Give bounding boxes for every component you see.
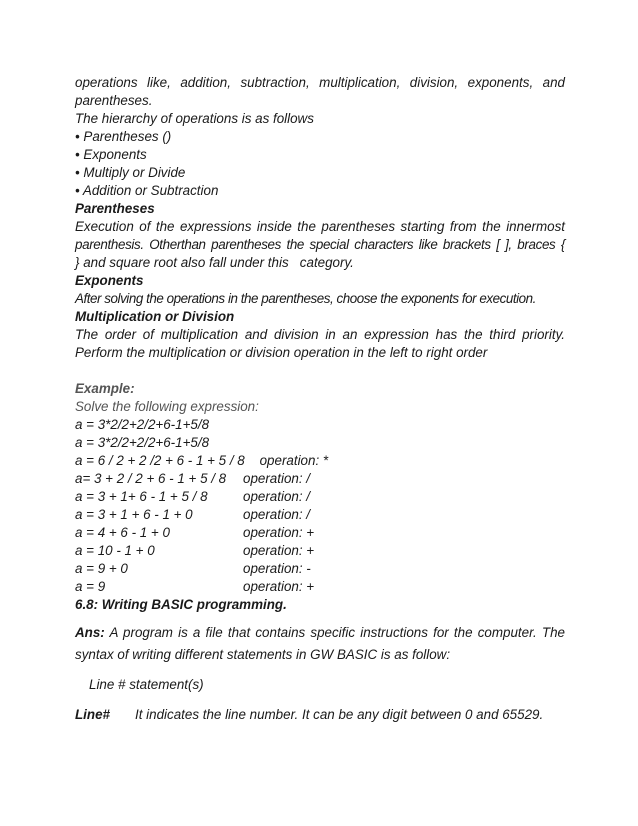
step-operation: operation: / xyxy=(243,507,310,522)
example-step xyxy=(75,506,565,524)
example-step xyxy=(75,470,565,488)
document-page xyxy=(75,74,565,726)
bullet-item: • Addition or Subtraction xyxy=(75,183,219,198)
line-number-definition xyxy=(75,704,565,726)
parentheses-line-1: Execution of the expressions inside the parentheses starting from the innermost xyxy=(75,219,565,234)
syntax-line: Line # statement(s) xyxy=(89,677,204,692)
bullet-item: • Exponents xyxy=(75,147,147,162)
example-step xyxy=(75,524,565,542)
basic-heading: 6.8: Writing BASIC programming. xyxy=(75,597,287,612)
step-expression: a = 9 xyxy=(75,579,106,594)
exponents-line-1: After solving the operations in the parentheses, choose the exponents for execution. xyxy=(75,291,536,306)
step-expression: a= 3 + 2 / 2 + 6 - 1 + 5 / 8 xyxy=(75,471,227,486)
parentheses-line-3: } and square root also fall under this category. xyxy=(75,255,354,270)
example-step xyxy=(75,542,565,560)
step-expression: a = 3 + 1+ 6 - 1 + 5 / 8 xyxy=(75,489,208,504)
answer-label: Ans: xyxy=(75,625,105,640)
line-number-label: Line# xyxy=(75,707,110,722)
example-step xyxy=(75,488,565,506)
step-operation: operation: + xyxy=(243,525,315,540)
example-prompt: Solve the following expression: xyxy=(75,399,259,414)
step-operation: operation: + xyxy=(243,579,315,594)
example-line: a = 3*2/2+2/2+6-1+5/8 xyxy=(75,417,210,432)
example-step xyxy=(75,560,565,578)
example-heading: Example: xyxy=(75,381,135,396)
bullet-item: • Parentheses () xyxy=(75,129,172,144)
hierarchy-title: The hierarchy of operations is as follows xyxy=(75,111,314,126)
answer-line-1 xyxy=(75,622,565,644)
exponents-heading: Exponents xyxy=(75,273,144,288)
step-operation: operation: + xyxy=(243,543,315,558)
muldiv-line-1: The order of multiplication and division in an expression has the third priority. xyxy=(75,327,565,342)
bullet-item: • Multiply or Divide xyxy=(75,165,186,180)
step-expression: a = 3 + 1 + 6 - 1 + 0 xyxy=(75,507,193,522)
answer-line-2: syntax of writing different statements in GW BASIC is as follow: xyxy=(75,647,451,662)
step-expression: a = 10 - 1 + 0 xyxy=(75,543,155,558)
muldiv-heading: Multiplication or Division xyxy=(75,309,235,324)
step-operation: operation: / xyxy=(243,471,310,486)
intro-line-1: operations like, addition, subtraction, multiplication, division, exponents, and xyxy=(75,75,565,90)
example-line: a = 6 / 2 + 2 /2 + 6 - 1 + 5 / 8 operation: * xyxy=(75,453,329,468)
step-expression: a = 4 + 6 - 1 + 0 xyxy=(75,525,170,540)
example-line: a = 3*2/2+2/2+6-1+5/8 xyxy=(75,435,210,450)
parentheses-heading: Parentheses xyxy=(75,201,155,216)
line-number-description: It indicates the line number. It can be any digit between 0 and 65529. xyxy=(135,707,544,722)
muldiv-line-2: Perform the multiplication or division operation in the left to right order xyxy=(75,345,488,360)
step-expression: a = 9 + 0 xyxy=(75,561,128,576)
example-step xyxy=(75,578,565,596)
step-operation: operation: - xyxy=(243,561,311,576)
parentheses-line-2: parenthesis. Otherthan parentheses the special characters like brackets [ ], braces { xyxy=(75,237,565,252)
step-operation: operation: / xyxy=(243,489,310,504)
answer-text: A program is a file that contains specific instructions for the computer. The xyxy=(109,625,565,640)
intro-line-2: parentheses. xyxy=(75,93,153,108)
